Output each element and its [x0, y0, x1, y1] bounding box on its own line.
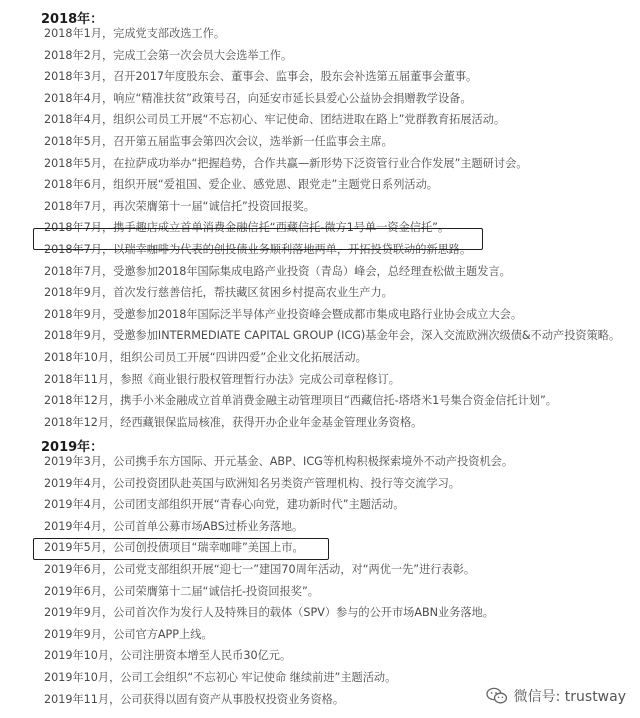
heading-2018: 2018年：	[41, 12, 104, 27]
timeline-entry: 2018年12月，携手小米金融成立首单消费金融主动管理项目“西藏信托-塔塔米1号集合资金信托计划”。	[44, 394, 557, 408]
timeline-entry: 2019年10月，公司注册资本增至人民币30亿元。	[44, 649, 292, 663]
timeline-entry: 2018年9月，首次发行慈善信托，帮扶藏区贫困乡村提高农业生产力。	[44, 286, 393, 300]
timeline-entry: 2018年7月，以瑞幸咖啡为代表的创投债业务顺利落地两单，开拓投贷联动的新思路。	[44, 243, 472, 256]
timeline-entry: 2018年3月，召开2017年度股东会、董事会、监事会，股东会补选第五届董事会董事。	[44, 70, 478, 84]
timeline-entry: 2019年9月，公司首次作为发行人及特殊目的载体（SPV）参与的公开市场ABN业务落地。	[44, 606, 494, 620]
timeline-entry: 2018年7月，携手趣店成立首单消费金融信托“西藏信托-微方1号单一资金信托”。	[44, 221, 450, 235]
timeline-entry: 2019年9月，公司官方APP上线。	[44, 627, 213, 641]
highlight-box-2019-may-luckin	[33, 538, 329, 560]
timeline-entry: 2019年4月，公司首单公募市场ABS过桥业务落地。	[44, 519, 304, 533]
timeline-entry: 2018年5月，在拉萨成功举办“把握趋势，合作共赢—新形势下泛资管行业合作发展”主题研讨会。	[44, 156, 528, 170]
heading-2019: 2019年：	[41, 440, 104, 455]
timeline-entry: 2019年4月，公司团支部组织开展“青春心向党，建功新时代”主题活动。	[44, 498, 405, 512]
watermark-text: 微信号: trustway	[513, 689, 626, 705]
timeline-entry: 2018年4月，组织公司员工开展“不忘初心、牢记使命、团结进取在路上”党群教育拓展活动。	[44, 113, 506, 127]
timeline-entry: 2018年10月，组织公司员工开展“四讲四爱”企业文化拓展活动。	[44, 351, 367, 364]
timeline-entry: 2019年4月，公司投资团队赴英国与欧洲知名另类资产管理机构、投行等交流学习。	[44, 476, 460, 490]
timeline-entry: 2018年11月，参照《商业银行股权管理暂行办法》完成公司章程修订。	[44, 372, 400, 386]
timeline-entry: 2018年4月，响应“精准扶贫”政策号召，向延安市延长县爱心公益协会捐赠教学设备。	[44, 91, 472, 105]
wechat-icon	[486, 687, 508, 705]
timeline-entry: 2019年6月，公司荣膺第十二届“诚信托-投资回报奖”。	[44, 584, 319, 598]
timeline-entry: 2019年5月，公司创投债项目“瑞幸咖啡”美国上市。	[44, 541, 304, 555]
timeline-entry: 2019年3月，公司携手东方国际、开元基金、ABP、ICG等机构积极探索境外不动产投资机会。	[44, 455, 514, 468]
timeline-entry: 2019年6月，公司党支部组织开展“迎七一”建国70周年活动，对“两优一先”进行表彰。	[44, 563, 476, 576]
timeline-entry: 2019年11月，公司获得以固有资产从事股权投资业务资格。	[44, 692, 345, 706]
timeline-entry: 2018年7月，受邀参加2018年国际集成电路产业投资（青岛）峰会，总经理查松做主题发言。	[44, 264, 511, 278]
timeline-entry: 2019年10月，公司工会组织“不忘初心 牢记使命 继续前进”主题活动。	[44, 671, 397, 684]
timeline-entry: 2018年2月，完成工会第一次会员大会选举工作。	[44, 48, 293, 62]
timeline-entry: 2018年9月，受邀参加INTERMEDIATE CAPITAL GROUP (ICG)基金年会，深入交流欧洲次级债&不动产投资策略。	[44, 329, 621, 343]
timeline-entry: 2018年9月，受邀参加2018年国际泛半导体产业投资峰会暨成都市集成电路行业协会成立大会。	[44, 307, 523, 321]
timeline-entry: 2018年5月，召开第五届监事会第四次会议，选举新一任监事会主席。	[44, 135, 393, 148]
timeline-entry: 2018年6月，组织开展“爱祖国、爱企业、感党恩、跟党走”主题党日系列活动。	[44, 178, 438, 192]
timeline-entry: 2018年1月，完成党支部改选工作。	[44, 27, 226, 40]
wechat-watermark	[486, 686, 626, 706]
timeline-entry: 2018年7月，再次荣膺第十一届“诚信托”投资回报奖。	[44, 199, 315, 213]
highlight-box-2018-july-luckin	[33, 228, 483, 250]
timeline-entry: 2018年12月，经西藏银保监局核准，获得开办企业年金基金管理业务资格。	[44, 415, 423, 429]
